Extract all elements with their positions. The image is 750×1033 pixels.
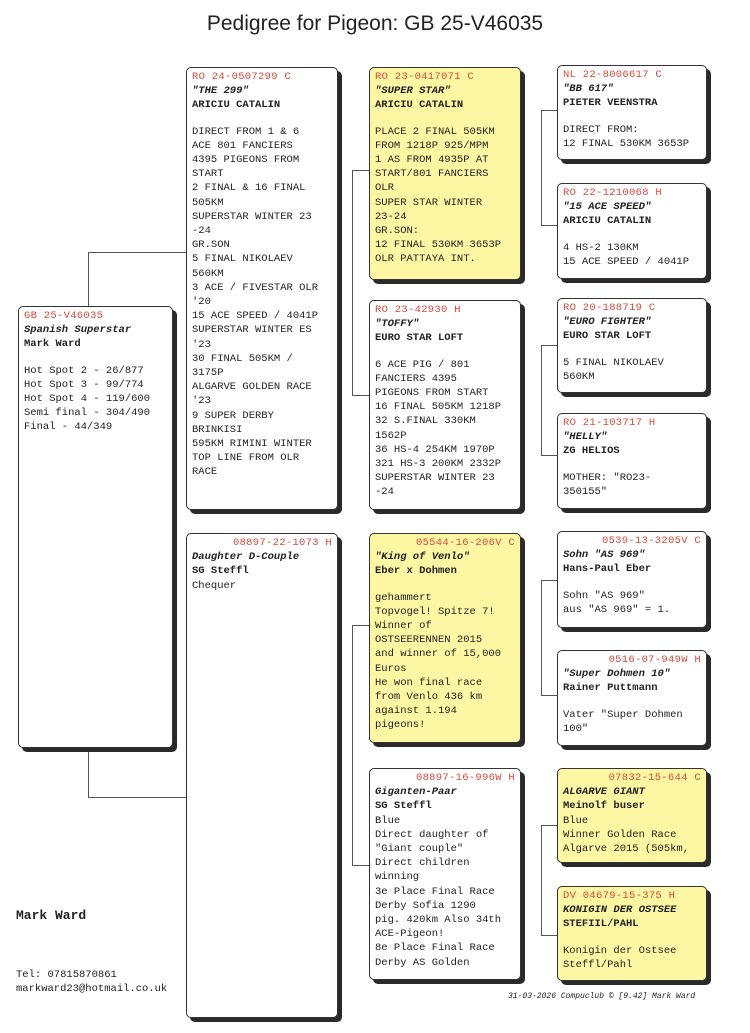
result-line: START: [192, 168, 224, 181]
result-line: ACE 801 FANCIERS: [192, 139, 293, 152]
result-line: Chequer: [192, 579, 237, 592]
result-line: FROM 1218P 925/MPM: [375, 139, 489, 152]
connector-line: [352, 625, 353, 865]
result-line: 36 HS-4 254KM 1970P: [375, 443, 495, 456]
owner-name: EURO STAR LOFT: [375, 332, 464, 345]
dds-card[interactable]: [557, 768, 707, 863]
result-line: gehammert: [375, 591, 432, 604]
result-line: 560KM: [563, 370, 595, 383]
result-line: 15 ACE SPEED / 4041P: [192, 310, 319, 323]
result-line: Blue: [563, 814, 589, 827]
result-line: 9 SUPER DERBY: [192, 409, 274, 422]
connector-line: [541, 345, 557, 346]
dam-sire-card[interactable]: [369, 533, 521, 743]
pigeon-name: "SUPER STAR": [375, 85, 451, 98]
connector-line: [541, 455, 557, 456]
result-line: DIRECT FROM 1 & 6: [192, 125, 300, 138]
result-line: 6 ACE PIG / 801: [375, 358, 470, 371]
connector-line: [352, 170, 353, 395]
email-address: markward23@hotmail.co.uk: [16, 983, 168, 995]
result-line: DIRECT FROM:: [563, 123, 639, 136]
connector-line: [541, 110, 557, 111]
pigeon-name: Daughter D-Couple: [192, 551, 300, 564]
connector-line: [541, 225, 557, 226]
connector-line: [541, 345, 542, 455]
sds-card[interactable]: [557, 298, 707, 393]
ring-number: 05544-16-206V C: [415, 537, 515, 549]
sire-sire-card[interactable]: [369, 67, 521, 280]
ring-number: DV 04679-15-375 H: [563, 890, 676, 902]
ssd-card[interactable]: [557, 183, 707, 279]
result-line: PLACE 2 FINAL 505KM: [375, 125, 495, 138]
result-line: ALGARVE GOLDEN RACE: [192, 381, 312, 394]
ring-number: 08897-16-996W H: [415, 772, 515, 784]
result-line: Vater "Super Dohmen: [563, 708, 683, 721]
connector-line: [541, 580, 557, 581]
result-line: He won final race: [375, 676, 483, 689]
pigeon-name: Sohn "AS 969": [563, 549, 645, 562]
connector-line: [541, 935, 557, 936]
subject-card[interactable]: [18, 306, 173, 748]
connector-line: [541, 580, 542, 695]
result-line: MOTHER: "RO23-: [563, 471, 652, 484]
result-line: Direct daughter of: [375, 828, 489, 841]
pigeon-name: Spanish Superstar: [24, 324, 132, 337]
ring-number: 0539-13-3205V C: [601, 535, 701, 547]
result-line: ACE-Pigeon!: [375, 928, 445, 941]
ring-number: RO 21-103717 H: [563, 417, 656, 429]
result-line: winning: [375, 871, 420, 884]
ring-number: RO 23-0417071 C: [375, 71, 475, 83]
result-line: '23: [192, 395, 211, 408]
sdd-card[interactable]: [557, 413, 707, 509]
pigeon-name: "THE 299": [192, 85, 249, 98]
result-line: Winner of: [375, 620, 432, 633]
result-line: aus "AS 969" = 1.: [563, 603, 671, 616]
result-line: OLR PATTAYA INT.: [375, 253, 476, 266]
result-line: SUPERSTAR WINTER 23: [192, 210, 312, 223]
result-line: FANCIERS 4395: [375, 372, 457, 385]
result-line: START/801 FANCIERS: [375, 168, 489, 181]
result-line: Steffl/Pahl: [563, 958, 633, 971]
ring-number: RO 24-0507299 C: [192, 71, 292, 83]
result-line: 12 FINAL 530KM 3653P: [375, 239, 502, 252]
ring-number: 07832-15-644 C: [608, 772, 701, 784]
result-line: 2 FINAL & 16 FINAL: [192, 182, 306, 195]
result-line: and winner of 15,000: [375, 648, 502, 661]
ddd-card[interactable]: [557, 886, 707, 981]
owner-name: SG Steffl: [375, 800, 432, 813]
connector-line: [352, 395, 369, 396]
ring-number: 08897-22-1073 H: [232, 537, 332, 549]
result-line: 505KM: [192, 196, 224, 209]
connector-line: [541, 695, 557, 696]
result-line: against 1.194: [375, 705, 457, 718]
result-line: OSTSEERENNEN 2015: [375, 634, 483, 647]
sss-card[interactable]: [557, 65, 707, 160]
result-line: SUPERSTAR WINTER 23: [375, 472, 495, 485]
result-line: 32 S.FINAL 330KM: [375, 415, 476, 428]
ring-number: NL 22-8006617 C: [563, 69, 663, 81]
result-line: Hot Spot 3 - 99/774: [24, 378, 144, 391]
result-line: 321 HS-3 200KM 2332P: [375, 458, 502, 471]
result-line: Final - 44/349: [24, 421, 113, 434]
result-line: "Giant couple": [375, 843, 464, 856]
result-line: pig. 420km Also 34th: [375, 914, 502, 927]
sire-dam-card[interactable]: [369, 300, 521, 510]
pigeon-name: "Super Dohmen 10": [563, 668, 671, 681]
pigeon-name: "TOFFY": [375, 318, 420, 331]
contact-info: [16, 968, 167, 996]
result-line: -24: [192, 225, 211, 238]
result-line: pigeons!: [375, 719, 426, 732]
breeder-name: Mark Ward: [16, 908, 87, 923]
result-line: Topvogel! Spitze 7!: [375, 605, 495, 618]
page-title: Pedigree for Pigeon: GB 25-V46035: [206, 12, 544, 35]
result-line: 5 FINAL NIKOLAEV: [192, 253, 293, 266]
result-line: 595KM RIMINI WINTER: [192, 438, 312, 451]
pigeon-name: "HELLY": [563, 431, 608, 444]
owner-name: ARICIU CATALIN: [192, 99, 281, 112]
result-line: GR.SON: [192, 239, 230, 252]
result-line: Hot Spot 4 - 119/600: [24, 393, 151, 406]
result-line: OLR: [375, 182, 394, 195]
result-line: Euros: [375, 662, 407, 675]
result-line: 3e Place Final Race: [375, 885, 495, 898]
dam-card[interactable]: [186, 533, 338, 1018]
connector-line: [541, 110, 542, 225]
owner-name: EURO STAR LOFT: [563, 330, 652, 343]
dsd-card[interactable]: [557, 650, 707, 746]
result-line: Derby Sofia 1290: [375, 899, 476, 912]
pigeon-name: "BB 617": [563, 83, 614, 96]
result-line: 8e Place Final Race: [375, 942, 495, 955]
dss-card[interactable]: [557, 531, 707, 628]
result-line: 5 FINAL NIKOLAEV: [563, 356, 664, 369]
result-line: Derby AS Golden: [375, 956, 470, 969]
connector-line: [352, 170, 369, 171]
owner-name: SG Steffl: [192, 565, 249, 578]
ring-number: RO 22-1210068 H: [563, 187, 663, 199]
pigeon-name: KONIGIN DER OSTSEE: [563, 904, 677, 917]
result-line: Sohn "AS 969": [563, 589, 645, 602]
result-line: Blue: [375, 814, 401, 827]
result-line: Konigin der Ostsee: [563, 944, 677, 957]
result-line: from Venlo 436 km: [375, 691, 483, 704]
result-line: 16 FINAL 505KM 1218P: [375, 401, 502, 414]
result-line: 3175P: [192, 367, 224, 380]
ring-number: 0516-07-949W H: [608, 654, 701, 666]
phone-number: Tel: 07815870861: [16, 969, 117, 981]
pigeon-name: ALGARVE GIANT: [563, 786, 645, 799]
result-line: Algarve 2015 (505km,: [563, 843, 690, 856]
connector-line: [541, 825, 557, 826]
result-line: BRINKISI: [192, 423, 243, 436]
connector-line: [88, 252, 186, 253]
result-line: Direct children: [375, 857, 470, 870]
pigeon-name: "King of Venlo": [375, 551, 470, 564]
pigeon-name: "EURO FIGHTER": [563, 316, 652, 329]
result-line: GR.SON:: [375, 225, 420, 238]
result-line: SUPER STAR WINTER: [375, 196, 483, 209]
result-line: TOP LINE FROM OLR: [192, 452, 300, 465]
result-line: 30 FINAL 505KM /: [192, 352, 293, 365]
ring-number: RO 20-188719 C: [563, 302, 656, 314]
result-line: Semi final - 304/490: [24, 407, 151, 420]
result-line: 3 ACE / FIVESTAR OLR: [192, 281, 319, 294]
result-line: Hot Spot 2 - 26/877: [24, 364, 144, 377]
owner-name: ARICIU CATALIN: [563, 215, 652, 228]
result-line: 1 AS FROM 4935P AT: [375, 154, 489, 167]
connector-line: [88, 797, 186, 798]
ring-number: GB 25-V46035: [24, 310, 104, 322]
dam-dam-card[interactable]: [369, 768, 521, 980]
result-line: 4395 PIGEONS FROM: [192, 154, 300, 167]
result-line: 350155": [563, 485, 608, 498]
result-line: 560KM: [192, 267, 224, 280]
owner-name: ARICIU CATALIN: [375, 99, 464, 112]
result-line: 100": [563, 722, 589, 735]
ring-number: RO 23-42930 H: [375, 304, 461, 316]
owner-name: Eber x Dohmen: [375, 565, 457, 578]
connector-line: [352, 625, 369, 626]
result-line: 15 ACE SPEED / 4041P: [563, 255, 690, 268]
result-line: Winner Golden Race: [563, 828, 677, 841]
sire-card[interactable]: [186, 67, 338, 510]
result-line: 23-24: [375, 210, 407, 223]
result-line: '20: [192, 296, 211, 309]
pigeon-name: "15 ACE SPEED": [563, 201, 652, 214]
result-line: '23: [192, 338, 211, 351]
owner-name: ZG HELIOS: [563, 445, 620, 458]
owner-name: Rainer Puttmann: [563, 682, 658, 695]
pigeon-name: Giganten-Paar: [375, 786, 457, 799]
result-line: -24: [375, 486, 394, 499]
owner-name: Hans-Paul Eber: [563, 563, 652, 576]
result-line: 1562P: [375, 429, 407, 442]
result-line: 4 HS-2 130KM: [563, 241, 639, 254]
result-line: SUPERSTAR WINTER ES: [192, 324, 312, 337]
owner-name: STEFIIL/PAHL: [563, 918, 639, 931]
owner-name: Mark Ward: [24, 338, 81, 351]
owner-name: PIETER VEENSTRA: [563, 97, 658, 110]
connector-line: [541, 825, 542, 935]
connector-line: [352, 865, 369, 866]
result-line: PIGEONS FROM START: [375, 387, 489, 400]
print-stamp: 31-03-2026 Compuclub © [9.42] Mark Ward: [508, 992, 696, 1001]
result-line: RACE: [192, 466, 218, 479]
result-line: 12 FINAL 530KM 3653P: [563, 137, 690, 150]
owner-name: Meinolf buser: [563, 800, 645, 813]
